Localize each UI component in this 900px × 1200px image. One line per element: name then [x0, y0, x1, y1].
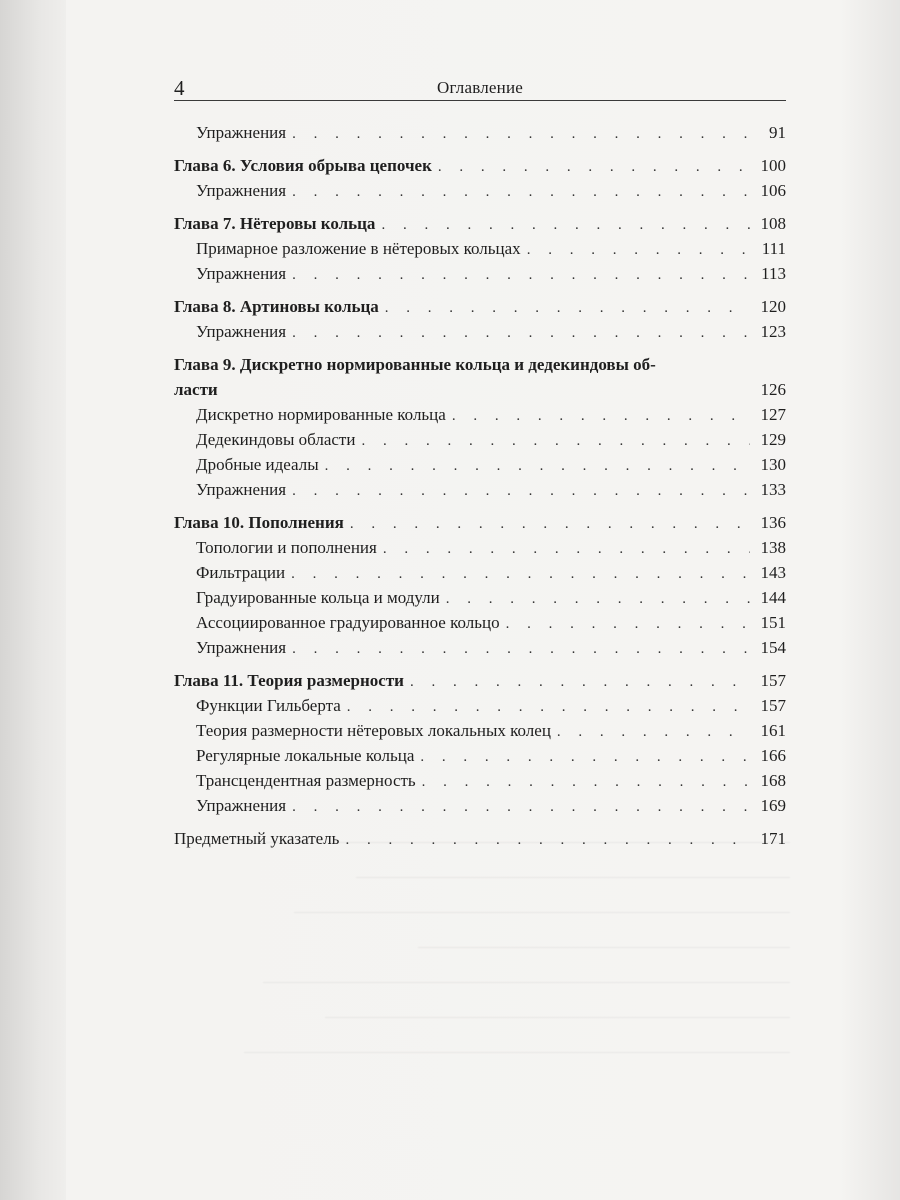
leader-dots — [292, 795, 750, 820]
toc-entry-page: 151 — [760, 613, 786, 632]
show-through-from-reverse-side — [170, 820, 790, 1120]
toc-entry[interactable] — [174, 610, 786, 635]
toc-chapter-8[interactable] — [174, 294, 786, 319]
running-header — [174, 76, 786, 101]
toc-entry-page: 91 — [769, 123, 786, 142]
toc-entry-label: Упражнения — [196, 638, 287, 657]
toc-entry-page: 166 — [760, 746, 786, 765]
toc-entry-page: 106 — [760, 181, 786, 200]
leader-dots — [557, 720, 750, 745]
toc-entry-page: 157 — [760, 696, 786, 715]
toc-entry-page: 126 — [760, 380, 786, 399]
toc-entry-label: Глава 7. Нётеровы кольца — [174, 214, 376, 233]
toc-entry-page: 168 — [760, 771, 786, 790]
toc-entry-label: Градуированные кольца и модули — [196, 588, 440, 607]
toc-entry[interactable] — [174, 718, 786, 743]
toc-entry-page: 123 — [760, 322, 786, 341]
toc-entry[interactable] — [174, 535, 786, 560]
toc-entry-label: Глава 10. Пополнения — [174, 513, 344, 532]
leader-dots — [292, 321, 750, 346]
toc-entry[interactable] — [174, 261, 786, 286]
toc-entry-label: Фильтрации — [196, 563, 286, 582]
toc-chapter-9[interactable] — [174, 352, 786, 402]
toc-entry[interactable] — [174, 743, 786, 768]
toc-entry-label: Предметный указатель — [174, 829, 340, 848]
leader-dots — [381, 213, 750, 238]
toc-entry[interactable] — [174, 120, 786, 145]
leader-dots — [527, 238, 750, 263]
toc-entry-label: Теория размерности нётеровых локальных колец — [196, 721, 551, 740]
toc-entry-label: Упражнения — [196, 480, 287, 499]
toc-entry-page: 130 — [760, 455, 786, 474]
toc-entry-label: Глава 6. Условия обрыва цепочек — [174, 156, 432, 175]
toc-entry-label: Упражнения — [196, 796, 287, 815]
toc-entry-page: 127 — [760, 405, 786, 424]
toc-entry-page: 113 — [761, 264, 786, 283]
toc-entry-label: Дискретно нормированные кольца — [196, 405, 446, 424]
toc-entry-page: 100 — [760, 156, 786, 175]
toc-entry-label: Упражнения — [196, 123, 287, 142]
leader-dots — [292, 122, 750, 147]
toc-entry[interactable] — [174, 560, 786, 585]
leader-dots — [385, 296, 750, 321]
leader-dots — [347, 695, 750, 720]
leader-dots — [292, 479, 750, 504]
toc-entry-page: 171 — [760, 829, 786, 848]
leader-dots — [506, 612, 750, 637]
toc-entry-page: 157 — [760, 671, 786, 690]
toc-entry-label: Глава 11. Теория размерности — [174, 671, 404, 690]
toc-entry-label: Упражнения — [196, 264, 287, 283]
toc-entry-label: Примарное разложение в нётеровых кольцах — [196, 239, 521, 258]
toc-entry[interactable] — [174, 793, 786, 818]
leader-dots — [446, 587, 750, 612]
toc-entry-label: Регулярные локальные кольца — [196, 746, 415, 765]
toc-entry-label: Функции Гильберта — [196, 696, 341, 715]
leader-dots — [361, 429, 750, 454]
toc-entry-label: Топологии и пополнения — [196, 538, 377, 557]
toc-entry[interactable] — [174, 635, 786, 660]
toc-entry[interactable] — [174, 768, 786, 793]
leader-dots — [292, 263, 750, 288]
toc-entry-label: Дедекиндовы области — [196, 430, 356, 449]
leader-dots — [420, 745, 750, 770]
toc-entry[interactable] — [174, 693, 786, 718]
toc-entry[interactable] — [174, 236, 786, 261]
running-title: Оглавление — [437, 78, 523, 97]
toc-entry-label: Глава 8. Артиновы кольца — [174, 297, 379, 316]
page-gutter-shadow — [0, 0, 66, 1200]
leader-dots — [452, 404, 750, 429]
toc-entry[interactable] — [174, 452, 786, 477]
leader-dots — [291, 562, 750, 587]
toc-entry[interactable] — [174, 427, 786, 452]
toc-entry-page: 138 — [760, 538, 786, 557]
toc-entry[interactable] — [174, 402, 786, 427]
page-number: 4 — [174, 76, 185, 100]
toc-entry-label: Дробные идеалы — [196, 455, 319, 474]
toc-chapter-6[interactable] — [174, 153, 786, 178]
toc-entry-label: Трансцендентная размерность — [196, 771, 416, 790]
toc-entry-page: 129 — [760, 430, 786, 449]
toc-entry[interactable] — [174, 477, 786, 502]
leader-dots — [325, 454, 750, 479]
toc-entry-page: 144 — [760, 588, 786, 607]
toc-entry-page: 136 — [760, 513, 786, 532]
toc-entry-page: 161 — [760, 721, 786, 740]
toc-entry-page: 143 — [760, 563, 786, 582]
toc-entry[interactable] — [174, 585, 786, 610]
toc-entry-page: 108 — [760, 214, 786, 233]
toc-chapter-10[interactable] — [174, 510, 786, 535]
leader-dots — [292, 637, 750, 662]
toc-entry-label: Упражнения — [196, 181, 287, 200]
leader-dots — [350, 512, 750, 537]
toc-entry-page: 169 — [760, 796, 786, 815]
toc-entry[interactable] — [174, 178, 786, 203]
toc-entry-page: 133 — [760, 480, 786, 499]
leader-dots — [383, 537, 750, 562]
leader-dots — [292, 180, 750, 205]
toc-chapter-11[interactable] — [174, 668, 786, 693]
leader-dots — [422, 770, 750, 795]
toc-entry-label: Упражнения — [196, 322, 287, 341]
toc-entry-page: 120 — [760, 297, 786, 316]
toc-entry[interactable] — [174, 319, 786, 344]
leader-dots — [410, 670, 750, 695]
table-of-contents — [174, 120, 786, 851]
leader-dots — [438, 155, 750, 180]
toc-entry-page: 111 — [761, 239, 786, 258]
toc-entry-page: 154 — [760, 638, 786, 657]
toc-entry-label: Ассоциированное градуированное кольцо — [196, 613, 500, 632]
toc-entry-label-line2: ласти — [174, 380, 218, 399]
toc-entry-label-line1: Глава 9. Дискретно нормированные кольца и дедекиндовы об- — [174, 355, 656, 374]
toc-chapter-7[interactable] — [174, 211, 786, 236]
